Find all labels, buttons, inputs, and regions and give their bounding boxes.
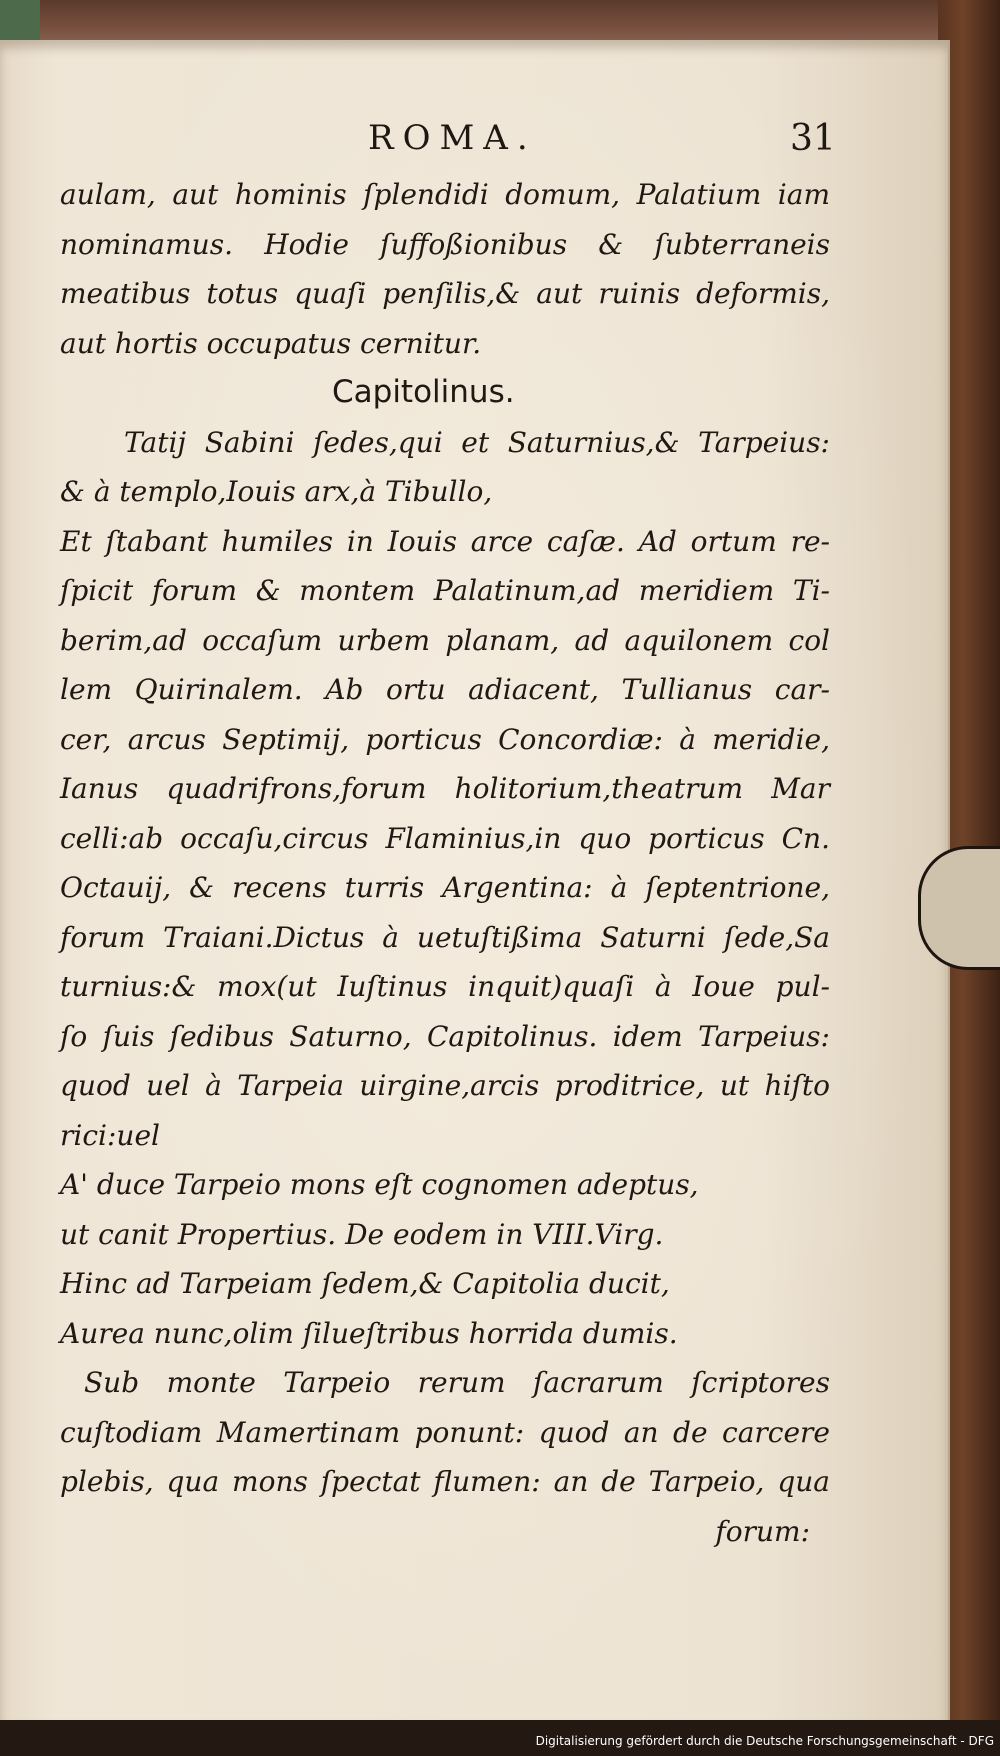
text-line: berim,ad occaſum urbem planam, ad aquilonem col — [60, 623, 830, 657]
text-line: cuſtodiam Mamertinam ponunt: quod an de carcere — [60, 1415, 830, 1449]
text-line: Tatij Sabini ſedes,qui et Saturnius,& Tarpeius: — [124, 425, 830, 459]
digitization-credit: Digitalisierung gefördert durch die Deutsche Forschungsgemeinschaft - DFG — [535, 1734, 994, 1748]
verse-line: A' duce Tarpeio mons eſt cognomen adeptus, — [60, 1168, 699, 1201]
text-line: quod uel à Tarpeia uirgine,arcis proditrice, ut hiſto — [60, 1069, 830, 1102]
verse-line: Et ſtabant humiles in Iouis arce caſæ. Ad ortum re- — [60, 524, 830, 558]
text-line: cer, arcus Septimij, porticus Concordiæ: à meridie, — [60, 722, 830, 756]
text-line: plebis, qua mons ſpectat flumen: an de Tarpeio, qua — [60, 1465, 830, 1498]
text-line: ſpicit forum & montem Palatinum,ad meridiem Ti- — [60, 574, 830, 607]
page-number: 31 — [790, 118, 836, 159]
text-line: celli:ab occaſu,circus Flaminius,in quo porticus Cn. — [60, 821, 830, 855]
text-line: lem Quirinalem. Ab ortu adiacent, Tullianus car- — [60, 673, 830, 706]
body-text — [60, 170, 830, 1556]
page-clip — [918, 846, 1000, 970]
text-line: ut canit Propertius. De eodem in VIII.Virg. — [60, 1217, 664, 1251]
catchword: forum: — [715, 1514, 810, 1548]
text-line: aut hortis occupatus cernitur. — [60, 326, 482, 360]
text-line: turnius:& mox(ut Iuſtinus inquit)quaſi à Ioue pul- — [60, 970, 830, 1003]
paper-page — [0, 40, 950, 1720]
verse-line: Hinc ad Tarpeiam ſedem,& Capitolia ducit, — [60, 1267, 670, 1300]
page-header — [0, 118, 948, 162]
text-line: aulam, aut hominis ſplendidi domum, Palatium iam — [60, 178, 830, 211]
text-line: meatibus totus quaſi penſilis,& aut ruinis deformis, — [60, 277, 830, 310]
text-line: rici:uel — [60, 1118, 160, 1152]
verse-line: Aurea nunc,olim ſilueſtribus horrida dumis. — [60, 1316, 678, 1350]
text-line: forum Traiani.Dictus à uetuſtißima Saturni ſede,Sa — [60, 920, 830, 954]
text-line: Octauij, & recens turris Argentina: à ſeptentrione, — [60, 871, 830, 904]
text-line: Ianus quadrifrons,forum holitorium,theatrum Mar — [60, 772, 830, 805]
running-head: ROMA. — [368, 118, 537, 158]
text-line: & à templo,Iouis arx,à Tibullo, — [60, 475, 493, 508]
text-line: nominamus. Hodie ſuffoßionibus & ſubterraneis — [60, 227, 830, 261]
text-line: Sub monte Tarpeio rerum ſacrarum ſcriptores — [84, 1366, 830, 1399]
section-heading: Capitolinus. — [332, 374, 515, 410]
text-line: ſo ſuis ſedibus Saturno, Capitolinus. idem Tarpeius: — [60, 1019, 830, 1053]
